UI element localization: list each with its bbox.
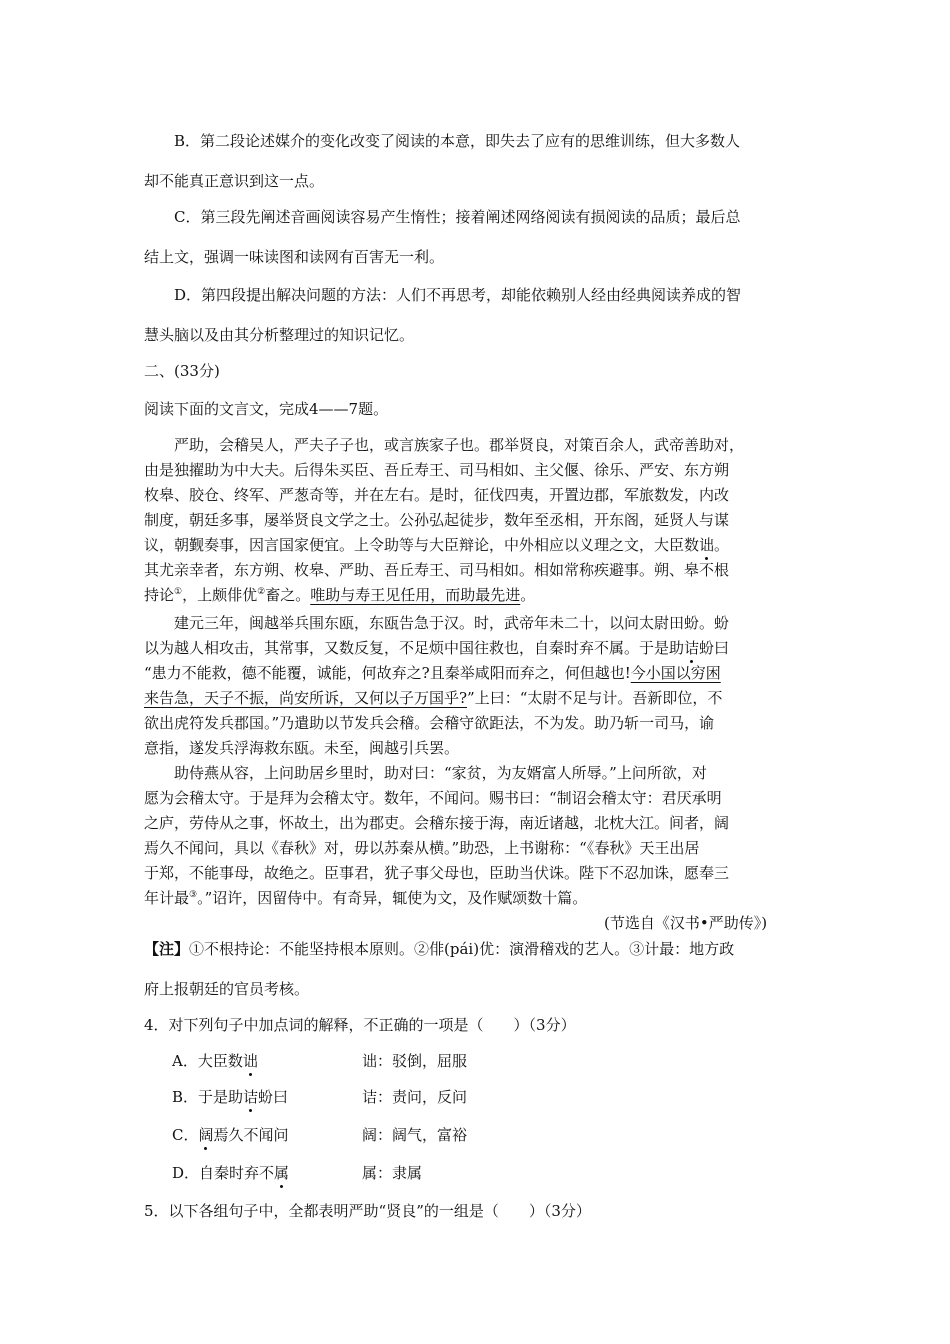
text-fragment: 以为越人相攻击，其常事，又数反复，不足烦中国往救也，自秦时弃不属。于是助: [144, 639, 685, 657]
dotted-char: 阔: [198, 1126, 214, 1144]
passage-p1-line3: 枚皋、胶仓、终军、严葱奇等，并在左右。是时，征伐四夷，开置边郡，军旅数发，内改: [144, 486, 730, 504]
option-b-line1: B．第二段论述媒介的变化改变了阅读的本意，即失去了应有的思维训练，但大多数人: [174, 132, 741, 150]
q4-option-b[interactable]: [172, 1086, 288, 1107]
section-heading: 二、(33分): [144, 362, 220, 380]
passage-p1-line5-text: 议，朝觐奏事，因言国家便宜。上令助等与大臣辩论，中外相应以义理之文，大臣数: [144, 536, 700, 554]
text-fragment: 畜之。: [265, 586, 311, 604]
note-text: ①不根持论：不能坚持根本原则。②俳(pái)优：演滑稽戏的艺人。③计最：地方政: [189, 940, 735, 958]
dotted-char: 诎: [699, 536, 715, 554]
text-fragment: “患力不能救，德不能覆，诚能，何故弃之?且秦举咸阳而弃之，何但越也!: [144, 664, 631, 682]
note-line1: [144, 938, 734, 959]
note-label: 【注】: [144, 940, 190, 958]
option-d-line1: D．第四段提出解决问题的方法：人们不再思考，却能依赖别人经由经典阅读养成的智: [174, 286, 742, 304]
passage-p3-line6: [144, 887, 587, 908]
text-fragment: 焉久不闻问: [213, 1126, 289, 1144]
q4-option-c-def: 阔：阔气，富裕: [362, 1126, 468, 1144]
q4-option-d[interactable]: [172, 1162, 289, 1183]
underlined-sentence: 今小国以穷困: [630, 664, 721, 682]
text-fragment: C．: [172, 1126, 199, 1144]
text-fragment: 。”诏许，因留侍中。有奇异，辄使为文，及作赋颂数十篇。: [197, 889, 588, 907]
period: 。: [714, 536, 730, 554]
passage-p2-line6: 意指，遂发兵浮海救东瓯。未至，闽越引兵罢。: [144, 739, 460, 757]
underlined-sentence: 来告急，天子不振，尚安所诉，又何以子万国乎?: [144, 689, 468, 707]
underlined-sentence: 唯助与寿王见任用，而助最先进: [310, 586, 521, 604]
text-fragment: 蚡曰: [699, 639, 730, 657]
text-fragment: A．大臣数: [172, 1052, 243, 1070]
passage-source: (节选自《汉书•严助传》): [604, 914, 768, 932]
passage-p3-line5: 于郑，不能事母，故绝之。臣事君，犹子事父母也，臣助当伏诛。陛下不忍加诛，愿奉三: [144, 864, 730, 882]
passage-p1-line6: 其尤亲幸者，东方朔、枚皋、严助、吾丘寿王、司马相如。相如常称疾避事。朔、皋不根: [144, 561, 730, 579]
text-fragment: D．自秦时弃不: [172, 1164, 275, 1182]
passage-p2-line5: 欲出虎符发兵郡国。”乃遣助以节发兵会稽。会稽守欲距法，不为发。助乃斩一司马，谕: [144, 714, 715, 732]
dotted-char: 诎: [242, 1052, 258, 1070]
footnote-marker: ①: [174, 587, 183, 597]
passage-p3-line3: 之庐，劳侍从之事，怀故土，出为郡吏。会稽东接于海，南近诸越，北枕大江。间者，阔: [144, 814, 730, 832]
passage-p1-line7: [144, 584, 535, 605]
option-c-line2: 结上文，强调一味读图和读网有百害无一利。: [144, 248, 445, 266]
text-fragment: ，上颇俳优: [182, 586, 258, 604]
text-fragment: 持论: [144, 586, 175, 604]
passage-p3-line4: 焉久不闻问，具以《春秋》对，毋以苏秦从横。”助恐，上书谢称：“《春秋》天王出居: [144, 839, 700, 857]
text-fragment: 蚡曰: [258, 1088, 289, 1106]
passage-p1-line2: 由是独擢助为中大夫。后得朱买臣、吾丘寿王、司马相如、主父偃、徐乐、严安、东方朔: [144, 461, 730, 479]
period: 。: [520, 586, 536, 604]
q4-stem: 4．对下列句子中加点词的解释，不正确的一项是（ ）（3分）: [144, 1016, 576, 1034]
note-line2: 府上报朝廷的官员考核。: [144, 980, 310, 998]
text-fragment: B．于是助: [172, 1088, 244, 1106]
passage-p1-line1: 严助，会稽吴人，严夫子子也，或言族家子也。郡举贤良，对策百余人，武帝善助对，: [174, 436, 745, 454]
q5-stem: 5．以下各组句子中，全都表明严助“贤良”的一组是（ ）（3分）: [144, 1202, 591, 1220]
passage-p2-line4: [144, 687, 722, 708]
passage-p2-line2: [144, 637, 729, 658]
dotted-char: 属: [274, 1164, 290, 1182]
q4-option-a-def: 诎：驳倒，屈服: [362, 1052, 468, 1070]
section-instruction: 阅读下面的文言文，完成4——7题。: [144, 400, 389, 418]
dotted-char: 诘: [684, 639, 700, 657]
passage-p1-line4: 制度，朝廷多事，屡举贤良文学之士。公孙弘起徒步，数年至丞相，开东阁，延贤人与谋: [144, 511, 730, 529]
option-d-line2: 慧头脑以及由其分析整理过的知识记忆。: [144, 326, 415, 344]
text-fragment: ”上曰：“太尉不足与计。吾新即位，不: [467, 689, 723, 707]
passage-p2-line3: [144, 662, 721, 683]
q4-option-c[interactable]: [172, 1124, 289, 1145]
text-fragment: 年计最: [144, 889, 190, 907]
option-b-line2: 却不能真正意识到这一点。: [144, 172, 325, 190]
passage-p1-line5: [144, 534, 729, 555]
q4-option-b-def: 诘：责问，反问: [362, 1088, 468, 1106]
footnote-marker: ③: [189, 890, 198, 900]
dotted-char: 诘: [243, 1088, 259, 1106]
option-c-line1: C．第三段先阐述音画阅读容易产生惰性；接着阐述网络阅读有损阅读的品质；最后总: [174, 208, 741, 226]
passage-p3-line2: 愿为会稽太守。于是拜为会稽太守。数年，不闻问。赐书曰：“制诏会稽太守：君厌承明: [144, 789, 722, 807]
footnote-marker: ②: [257, 587, 266, 597]
q4-option-d-def: 属：隶属: [362, 1164, 423, 1182]
q4-option-a[interactable]: [172, 1050, 258, 1071]
passage-p2-line1: 建元三年，闽越举兵围东瓯，东瓯告急于汉。时，武帝年未二十，以问太尉田蚡。蚡: [174, 614, 730, 632]
passage-p3-line1: 助侍燕从容，上问助居乡里时，助对曰：“家贫，为友婿富人所辱。”上问所欲，对: [174, 764, 707, 782]
